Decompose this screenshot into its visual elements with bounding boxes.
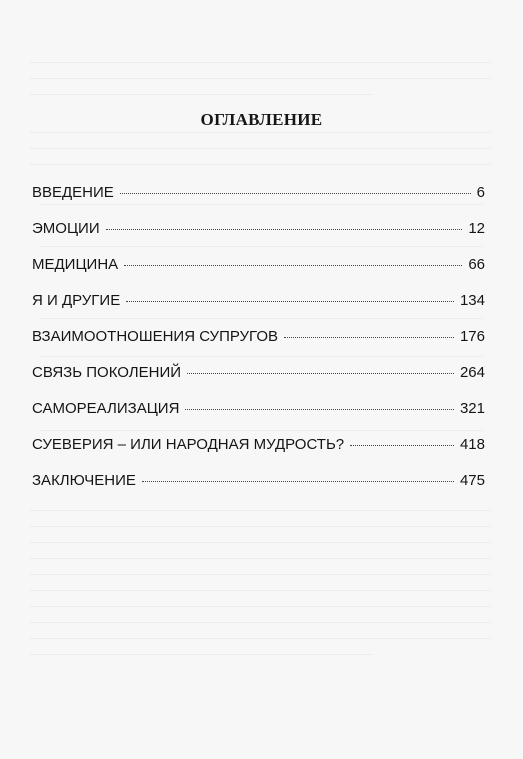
toc-entry-page: 134	[459, 292, 485, 309]
bleed-through-line	[30, 148, 491, 149]
toc-entry-page: 6	[476, 184, 485, 201]
toc-entry[interactable]	[32, 472, 485, 508]
bleed-through-line	[30, 574, 491, 575]
toc-entry[interactable]	[32, 328, 485, 364]
toc-entry-title: СУЕВЕРИЯ – ИЛИ НАРОДНАЯ МУДРОСТЬ?	[32, 436, 345, 453]
bleed-through-line	[30, 542, 491, 543]
bleed-through-line	[30, 622, 491, 623]
toc-entry-page: 264	[459, 364, 485, 381]
toc-entry[interactable]	[32, 364, 485, 400]
toc-entry-page: 475	[459, 472, 485, 489]
bleed-through-line	[30, 606, 491, 607]
toc-entry-title: МЕДИЦИНА	[32, 256, 119, 273]
bleed-through-line	[30, 94, 373, 95]
bleed-through-line	[30, 558, 491, 559]
bleed-through-line	[30, 510, 491, 511]
toc-entry-title: Я И ДРУГИЕ	[32, 292, 121, 309]
bleed-through-line	[30, 132, 491, 133]
toc-entry[interactable]	[32, 184, 485, 220]
bleed-through-line	[30, 590, 491, 591]
toc-entry-title: СВЯЗЬ ПОКОЛЕНИЙ	[32, 364, 182, 381]
page-title: ОГЛАВЛЕНИЕ	[200, 110, 323, 129]
toc-entry[interactable]	[32, 292, 485, 328]
dot-leader	[126, 301, 454, 302]
toc-entry-page: 321	[459, 400, 485, 417]
toc-entry[interactable]	[32, 220, 485, 256]
dot-leader	[284, 337, 454, 338]
bleed-through-line	[30, 78, 491, 79]
dot-leader	[120, 193, 471, 194]
toc-entry[interactable]	[32, 400, 485, 436]
dot-leader	[187, 373, 454, 374]
toc-entry-page: 12	[468, 220, 485, 237]
bleed-through-line	[30, 654, 373, 655]
toc-entry-page: 66	[468, 256, 485, 273]
dot-leader	[350, 445, 454, 446]
bleed-through-line	[30, 62, 491, 63]
bleed-through-line	[30, 638, 491, 639]
toc-entry-title: ВВЕДЕНИЕ	[32, 184, 114, 201]
toc-entry[interactable]	[32, 256, 485, 292]
toc-entry-title: ВЗАИМООТНОШЕНИЯ СУПРУГОВ	[32, 328, 279, 345]
bleed-through-line	[30, 164, 491, 165]
toc-entry-page: 176	[459, 328, 485, 345]
dot-leader	[142, 481, 454, 482]
toc-entry[interactable]	[32, 436, 485, 472]
toc-entry-title: ЭМОЦИИ	[32, 220, 100, 237]
bleed-through-line	[30, 526, 491, 527]
toc-entry-title: ЗАКЛЮЧЕНИЕ	[32, 472, 136, 489]
toc-entry-title: САМОРЕАЛИЗАЦИЯ	[32, 400, 180, 417]
dot-leader	[124, 265, 462, 266]
dot-leader	[185, 409, 454, 410]
table-of-contents	[32, 184, 485, 508]
dot-leader	[106, 229, 463, 230]
toc-entry-page: 418	[459, 436, 485, 453]
